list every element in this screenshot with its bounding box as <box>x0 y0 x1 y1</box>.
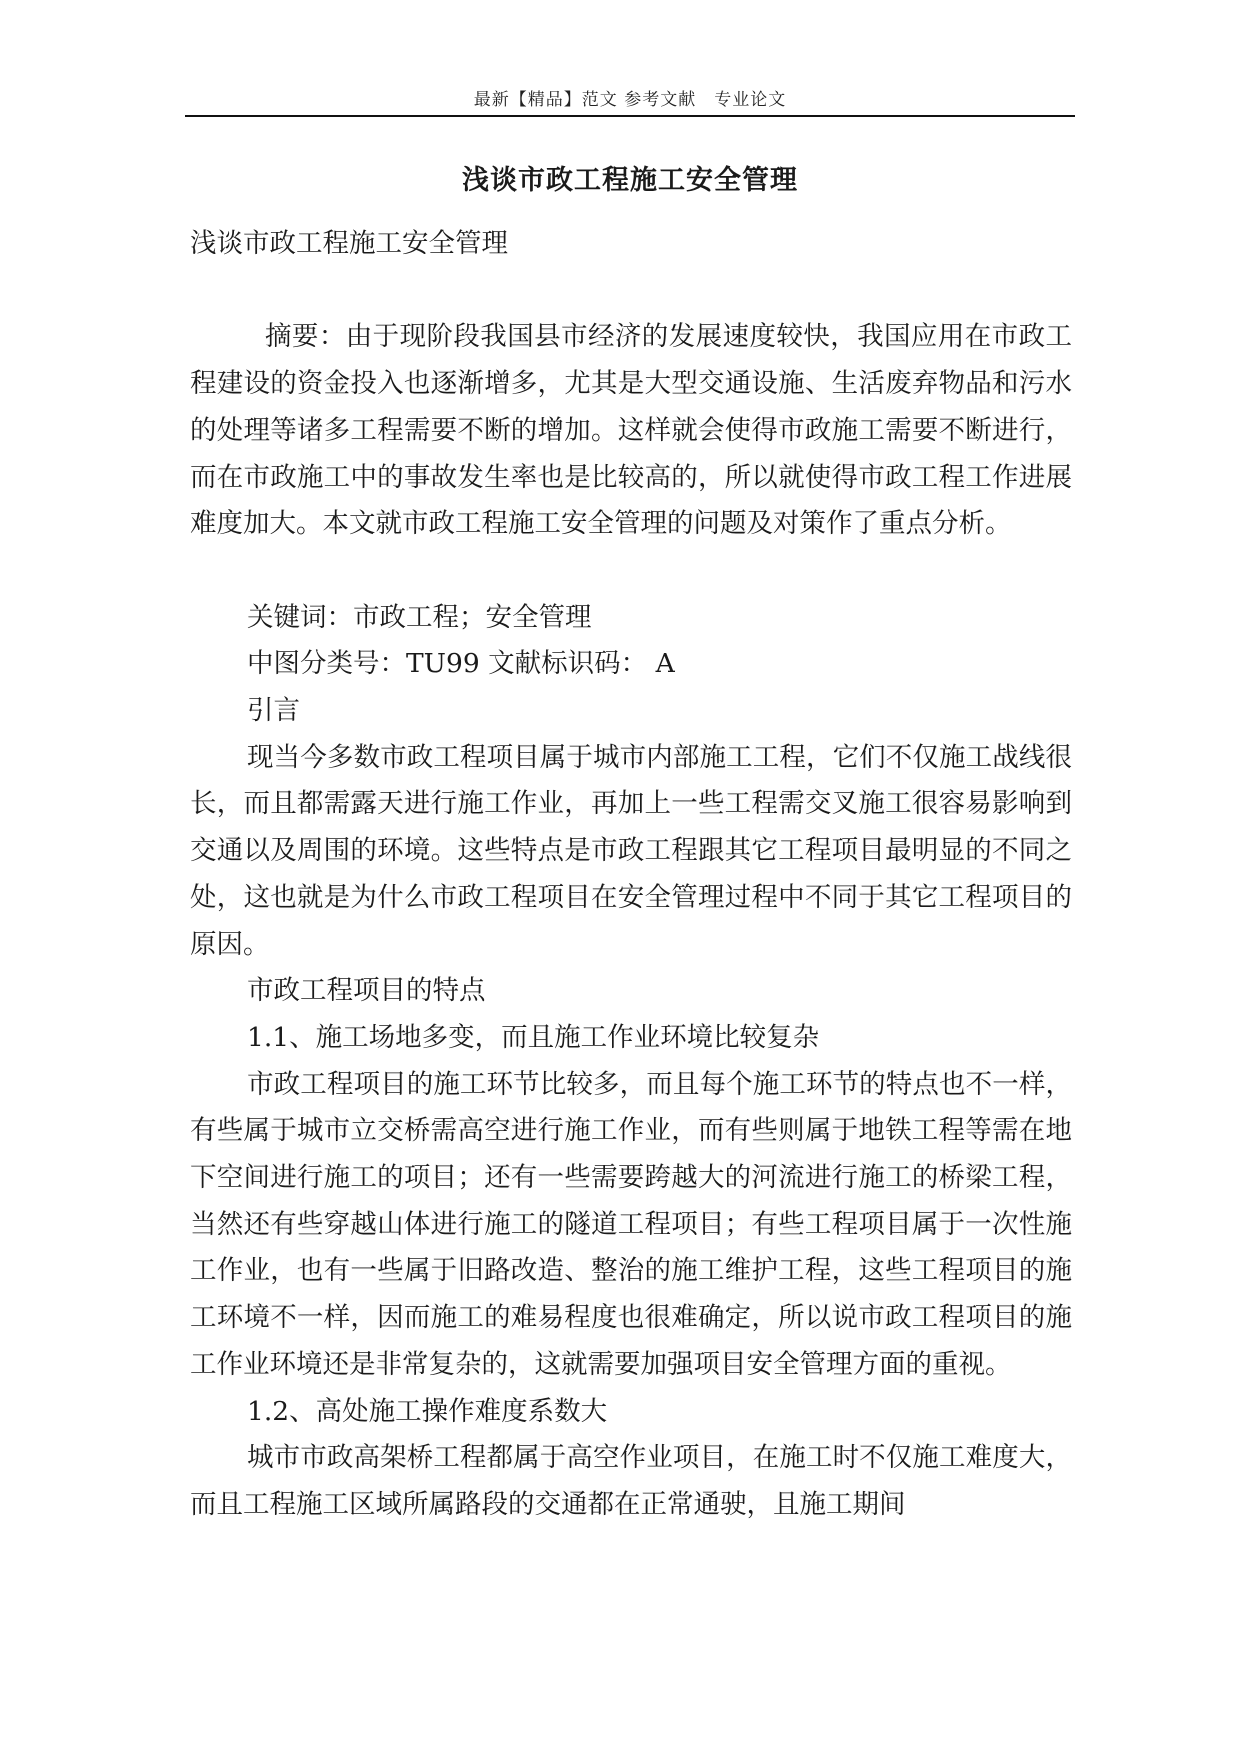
intro-heading: 引言 <box>247 695 300 726</box>
subsection-paragraph-1-1: 市政工程项目的施工环节比较多，而且每个施工环节的特点也不一样，有些属于城市立交桥需高空进行施工作业，而有些则属于地铁工程等需在地下空间进行施工的项目；还有一些需要跨越大的河流进行施工的桥梁工程，当然还有些穿越山体进行施工的隧道工程项目；有些工程项目属于一次性施工作业，也有一些属于旧路改造、整治的施工维护工程，这些工程项目的施工环境不一样，因而施工的难易程度也很难确定，所以说市政工程项目的施工作业环境还是非常复杂的，这就需要加强项目安全管理方面的重视。 <box>190 1068 1072 1380</box>
abstract-paragraph: 摘要：由于现阶段我国县市经济的发展速度较快，我国应用在市政工程建设的资金投入也逐渐增多，尤其是大型交通设施、生活废弃物品和污水的处理等诸多工程需要不断的增加。这样就会使得市政施工需要不断进行，而在市政施工中的事故发生率也是比较高的，所以就使得市政工程工作进展难度加大。本文就市政工程施工安全管理的问题及对策作了重点分析。 <box>190 321 1072 540</box>
subsection-heading-1-2: 1.2、高处施工操作难度系数大 <box>247 1395 608 1427</box>
document-title: 浅谈市政工程施工安全管理 <box>462 165 798 196</box>
document-subtitle: 浅谈市政工程施工安全管理 <box>190 228 508 259</box>
subsection-paragraph-1-2: 城市市政高架桥工程都属于高空作业项目，在施工时不仅施工难度大，而且工程施工区域所属路段的交通都在正常通驶，且施工期间 <box>190 1442 1072 1520</box>
intro-paragraph: 现当今多数市政工程项目属于城市内部施工工程，它们不仅施工战线很长，而且都需露天进行施工作业，再加上一些工程需交叉施工很容易影响到交通以及周围的环境。这些特点是市政工程跟其它工程项目最明显的不同之处，这也就是为什么市政工程项目在安全管理过程中不同于其它工程项目的原因。 <box>190 741 1072 960</box>
section-heading: 市政工程项目的特点 <box>247 975 486 1007</box>
keywords-line: 关键词：市政工程；安全管理 <box>247 601 592 633</box>
classification-line: 中图分类号：TU99 文献标识码： A <box>247 648 675 680</box>
document-body <box>190 221 1072 1529</box>
subsection-heading-1-1: 1.1、施工场地多变，而且施工作业环境比较复杂 <box>247 1021 820 1053</box>
header-divider <box>185 115 1075 117</box>
page-header: 最新【精品】范文 参考文献 专业论文 <box>473 90 787 110</box>
